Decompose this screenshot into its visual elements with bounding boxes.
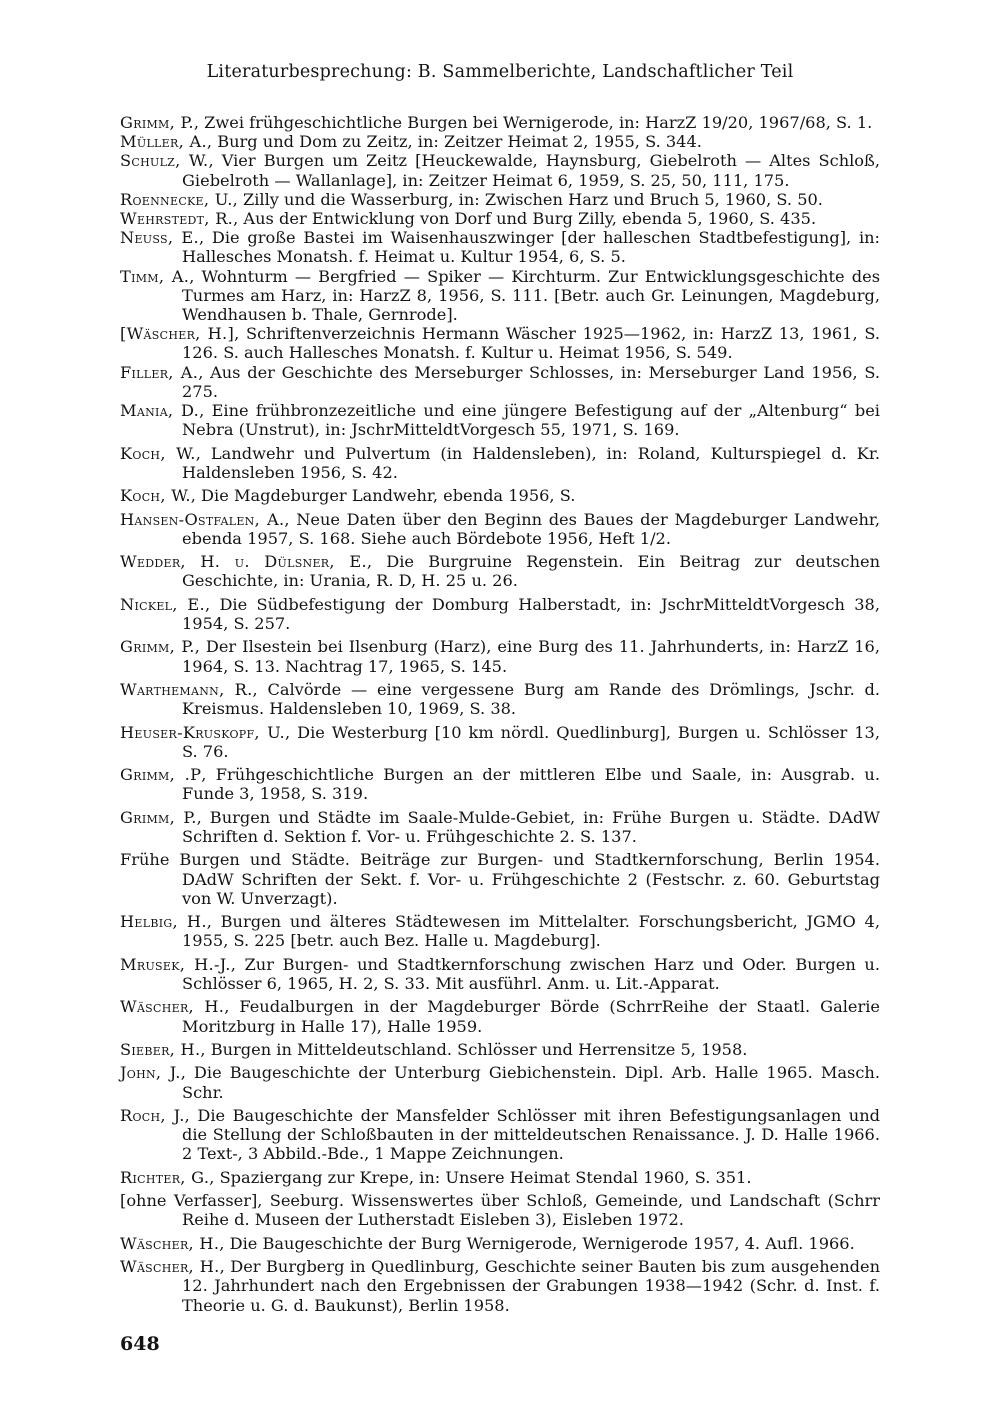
entry-text: , Frühgeschichtliche Burgen an der mittleren Elbe und Saale, in: Ausgrab. u. Funde 3, 1958, S. 319. <box>182 765 880 804</box>
entry-author: Mrusek, H.-J. <box>120 954 231 974</box>
entry-author: Warthemann, R. <box>120 680 253 699</box>
entry-text: , Burg und Dom zu Zeitz, in: Zeitzer Heimat 2, 1955, S. 344. <box>206 132 702 152</box>
bibliography-entry <box>120 1191 880 1229</box>
entry-text: , Die Südbefestigung der Domburg Halberstadt, in: JschrMitteldtVorgesch 38, 1954, S. 257. <box>182 594 881 634</box>
bibliography-entry <box>120 808 880 846</box>
bibliography-entry <box>120 151 880 189</box>
running-header: Literaturbesprechung: B. Sammelberichte, Landschaftlicher Teil <box>206 62 794 82</box>
entry-text: Frühe Burgen und Städte. Beiträge zur Burgen- und Stadtkernforschung, Berlin 1954. DAdW Schriften der Sekt. f. Vor- u. Frühgeschichte 2 (Festschr. z. 60. Geburtstag von W. Unverzagt). <box>120 850 880 908</box>
entry-text: , Calvörde — eine vergessene Burg am Rande des Drömlings, Jschr. d. Kreismus. Haldensleben 10, 1969, S. 38. <box>182 680 881 719</box>
entry-text: , Die Baugeschichte der Burg Wernigerode, Wernigerode 1957, 4. Aufl. 1966. <box>219 1233 855 1253</box>
entry-author: Wehrstedt, R. <box>120 209 234 229</box>
bibliography-entry <box>120 912 880 950</box>
entry-text: , Wohnturm — Bergfried — Spiker — Kirchturm. Zur Entwicklungsgeschichte des Turmes am Harz, in: HarzZ 8, 1956, S. 111. [Betr. auch Gr. Leinungen, Magdeburg, Wendhausen b. Thale, Gernrode]. <box>182 266 880 325</box>
bibliography-entry <box>120 1257 880 1315</box>
entry-author: Sieber, H. <box>120 1039 201 1059</box>
entry-text: , Spaziergang zur Krepe, in: Unsere Heimat Stendal 1960, S. 351. <box>209 1167 752 1187</box>
bibliography-entry <box>120 209 880 228</box>
entry-author: Mania, D. <box>120 401 200 421</box>
bibliography-entry <box>120 401 880 439</box>
entry-text: , Neue Daten über den Beginn des Baues der Magdeburger Landwehr, ebenda 1957, S. 168. Siehe auch Bördebote 1956, Heft 1/2. <box>182 509 880 548</box>
bibliography-entry <box>120 1234 880 1253</box>
bibliography-entry <box>120 765 880 803</box>
bibliography-entry <box>120 723 880 761</box>
bibliography-entry <box>120 595 880 633</box>
entry-text: , Die Baugeschichte der Mansfelder Schlösser mit ihren Befestigungsanlagen und die Stellung der Schloßbauten in der mitteldeutschen Renaissance. J. D. Halle 1966. 2 Text-, 3 Abbild.-Bde., 1 Mappe Zeichnungen. <box>182 1105 880 1164</box>
entry-author: Heuser-Kruskopf, U. <box>120 722 285 742</box>
entry-author: [Wäscher, H.] <box>120 324 235 344</box>
bibliography-entry <box>120 680 880 718</box>
entry-author: Koch, W. <box>120 443 196 463</box>
entry-author: Filler, A. <box>120 362 199 382</box>
entry-author: Roennecke, U. <box>120 189 233 209</box>
entry-author: John, J. <box>120 1063 181 1083</box>
entry-author: Schulz, W. <box>120 151 209 171</box>
bibliography-entry <box>120 1063 880 1101</box>
entry-author: Müller, A. <box>120 132 207 152</box>
entry-text: , Der Burgberg in Quedlinburg, Geschichte seiner Bauten bis zum ausgehenden 12. Jahrhundert nach den Ergebnissen der Grabungen 1938—1942 (Schr. d. Inst. f. Theorie u. G. d. Baukunst), Berlin 1958. <box>182 1257 880 1315</box>
bibliography-entry <box>120 850 880 908</box>
entry-author: Helbig, H. <box>120 912 207 932</box>
bibliography-entry <box>120 997 880 1035</box>
entry-author: Grimm, P. <box>120 637 195 657</box>
entry-author: Timm, A. <box>120 266 190 286</box>
entry-text: , Burgen in Mitteldeutschland. Schlösser und Herrensitze 5, 1958. <box>200 1039 748 1059</box>
bibliography-list <box>120 113 880 1319</box>
bibliography-entry <box>120 552 880 590</box>
bibliography-entry <box>120 228 880 266</box>
entry-author: Wäscher, H. <box>120 1257 220 1277</box>
page-number: 648 <box>120 1333 160 1355</box>
entry-text: , Die große Bastei im Waisenhauszwinger [der halleschen Stadtbefestigung], in: Hallesches Monatsh. f. Heimat u. Kultur 1954, 6, S. 5. <box>182 228 881 267</box>
entry-text: , Zur Burgen- und Stadtkernforschung zwischen Harz und Oder. Burgen u. Schlösser 6, 1965, H. 2, S. 33. Mit ausführl. Anm. u. Lit.-Apparat. <box>182 954 880 993</box>
entry-text: [ohne Verfasser], Seeburg. Wissenswertes über Schloß, Gemeinde, und Landschaft (Schrr Reihe d. Museen der Lutherstadt Eisleben 3), Eisleben 1972. <box>120 1191 880 1230</box>
bibliography-entry <box>120 955 880 993</box>
entry-text: , Die Magdeburger Landwehr, ebenda 1956, S. <box>190 486 576 506</box>
entry-author: Hansen-Ostfalen, A. <box>120 509 285 529</box>
bibliography-entry <box>120 267 880 325</box>
bibliography-entry <box>120 190 880 209</box>
entry-text: , Aus der Geschichte des Merseburger Schlosses, in: Merseburger Land 1956, S. 275. <box>182 362 881 401</box>
entry-author: Nickel, E. <box>120 594 205 614</box>
entry-author: Grimm, .P <box>120 765 202 785</box>
entry-text: , Die Westerburg [10 km nördl. Quedlinburg], Burgen u. Schlösser 13, S. 76. <box>182 722 880 761</box>
entry-text: , Zwei frühgeschichtliche Burgen bei Wernigerode, in: HarzZ 19/20, 1967/68, S. 1. <box>193 113 873 132</box>
entry-author: Grimm, P. <box>120 807 197 827</box>
bibliography-entry <box>120 1168 880 1187</box>
entry-author: Richter, G. <box>120 1167 210 1187</box>
entry-text: , Zilly und die Wasserburg, in: Zwischen Harz und Bruch 5, 1960, S. 50. <box>232 189 823 209</box>
entry-text: , Burgen und Städte im Saale-Mulde-Gebiet, in: Frühe Burgen u. Städte. DAdW Schriften d. Sektion f. Vor- u. Frühgeschichte 2. S. 137. <box>182 807 880 846</box>
entry-text: , Der Ilsestein bei Ilsenburg (Harz), eine Burg des 11. Jahrhunderts, in: HarzZ 16, 1964, S. 13. Nachtrag 17, 1965, S. 145. <box>182 637 880 676</box>
entry-author: Wäscher, H. <box>120 1233 220 1253</box>
entry-text: , Landwehr und Pulvertum (in Haldensleben), in: Roland, Kulturspiegel d. Kr. Haldensleben 1956, S. 42. <box>182 443 880 482</box>
entry-text: , Die Burgruine Regenstein. Ein Beitrag zur deutschen Geschichte, in: Urania, R. D, H. 25 u. 26. <box>182 552 880 591</box>
entry-author: Grimm, P. <box>120 113 194 132</box>
entry-author: Wedder, H. u. Dülsner, E. <box>120 552 367 572</box>
entry-text: , Vier Burgen um Zeitz [Heuckewalde, Haynsburg, Giebelroth — Altes Schloß, Giebelroth — Wallanlage], in: Zeitzer Heimat 6, 1959, S. 25, 50, 111, 175. <box>182 151 881 190</box>
entry-text: , Burgen und älteres Städtewesen im Mittelalter. Forschungsbericht, JGMO 4, 1955, S. 225 [betr. auch Bez. Halle u. Magdeburg]. <box>182 912 880 951</box>
bibliography-entry <box>120 1106 880 1164</box>
entry-text: , Die Baugeschichte der Unterburg Giebichenstein. Dipl. Arb. Halle 1965. Masch. Schr. <box>180 1063 880 1102</box>
bibliography-entry <box>120 363 880 401</box>
bibliography-entry <box>120 637 880 675</box>
bibliography-entry <box>120 132 880 151</box>
entry-author: Roch, J. <box>120 1105 185 1125</box>
entry-author: Neuss, E. <box>120 228 199 248</box>
entry-text: , Eine frühbronzezeitliche und eine jüngere Befestigung auf der „Altenburg“ bei Nebra (Unstrut), in: JschrMitteldtVorgesch 55, 1971, S. 169. <box>182 401 880 440</box>
entry-text: , Schriftenverzeichnis Hermann Wäscher 1925—1962, in: HarzZ 13, 1961, S. 126. S. auch Hallesches Monatsh. f. Kultur u. Heimat 1956, S. 549. <box>182 324 880 363</box>
bibliography-entry <box>120 486 880 505</box>
bibliography-entry <box>120 113 880 132</box>
entry-text: , Feudalburgen in der Magdeburger Börde (SchrrReihe der Staatl. Galerie Moritzburg in Halle 17), Halle 1959. <box>182 997 880 1036</box>
entry-text: , Aus der Entwicklung von Dorf und Burg Zilly, ebenda 5, 1960, S. 435. <box>233 209 817 229</box>
entry-author: Wäscher, H. <box>120 997 225 1017</box>
entry-author: Koch, W. <box>120 486 191 506</box>
bibliography-entry <box>120 1040 880 1059</box>
bibliography-entry <box>120 444 880 482</box>
bibliography-entry <box>120 324 880 362</box>
bibliography-entry <box>120 510 880 548</box>
